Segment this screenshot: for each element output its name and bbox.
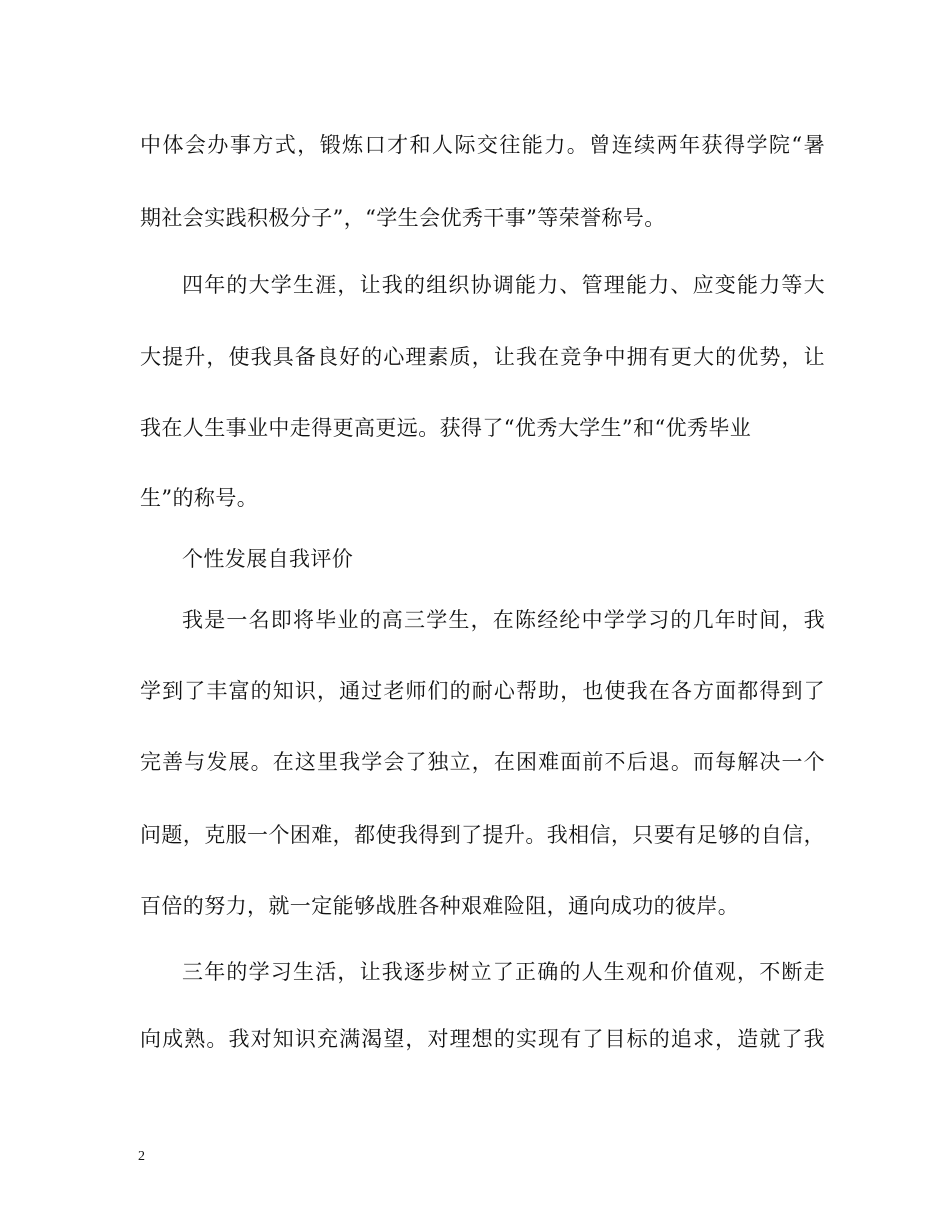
text-line-8: 我是一名即将毕业的高三学生，在陈经纶中学学习的几年时间，我: [182, 608, 825, 632]
text-line-6: 生”的称号。: [140, 486, 259, 510]
text-line-2: 期社会实践积极分子”，“学生会优秀干事”等荣誉称号。: [140, 206, 666, 230]
text-line-1: 中体会办事方式，锻炼口才和人际交往能力。曾连续两年获得学院“暑: [140, 133, 825, 157]
text-line-4: 大提升，使我具备良好的心理素质，让我在竞争中拥有更大的优势，让: [140, 345, 825, 369]
section-heading: 个性发展自我评价: [182, 547, 354, 571]
text-line-10: 完善与发展。在这里我学会了独立，在困难面前不后退。而每解决一个: [140, 750, 825, 774]
page-number: 2: [138, 1149, 145, 1164]
text-line-13: 三年的学习生活，让我逐步树立了正确的人生观和价值观，不断走: [182, 960, 825, 984]
text-line-5: 我在人生事业中走得更高更远。获得了“优秀大学生”和“优秀毕业: [140, 416, 752, 440]
text-line-3: 四年的大学生涯，让我的组织协调能力、管理能力、应变能力等大: [182, 273, 825, 297]
text-line-12: 百倍的努力，就一定能够战胜各种艰难险阻，通向成功的彼岸。: [140, 894, 740, 918]
text-line-14: 向成熟。我对知识充满渴望，对理想的实现有了目标的追求，造就了我: [140, 1027, 825, 1051]
text-line-11: 问题，克服一个困难，都使我得到了提升。我相信，只要有足够的自信，: [140, 823, 825, 847]
text-line-9: 学到了丰富的知识，通过老师们的耐心帮助，也使我在各方面都得到了: [140, 679, 825, 703]
